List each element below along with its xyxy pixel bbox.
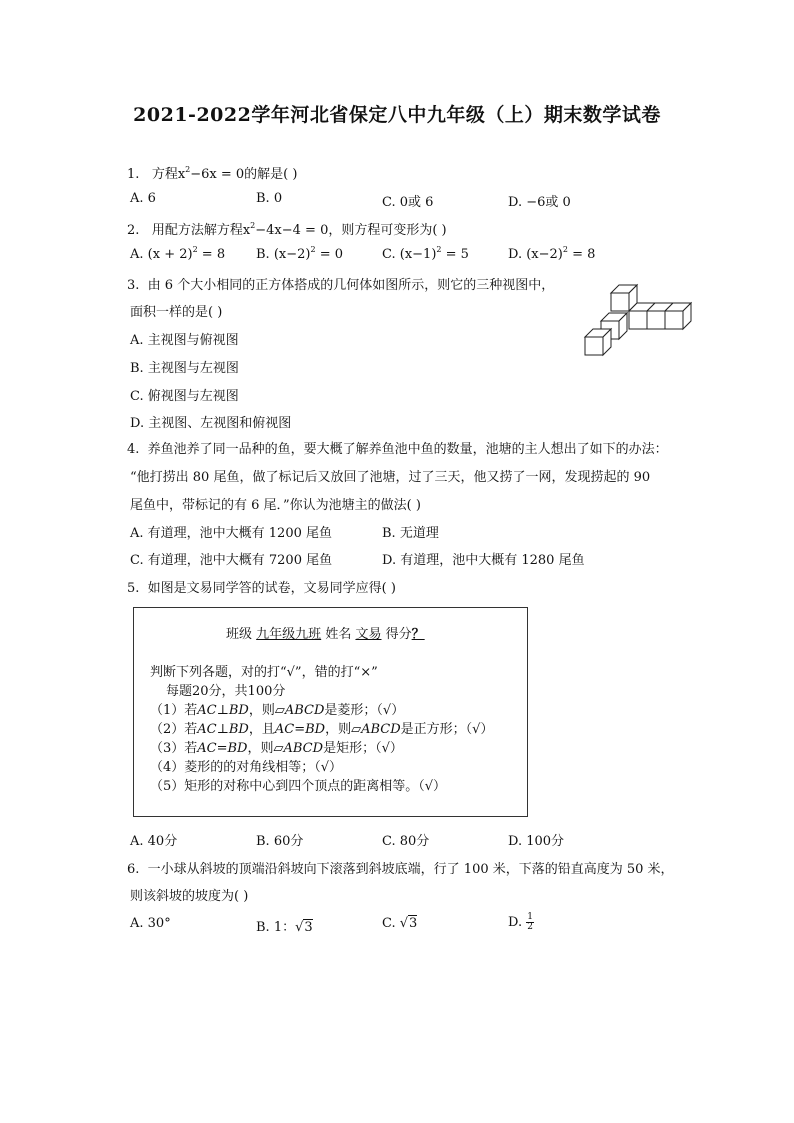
q2-stem-a: 用配方法解方程x xyxy=(151,223,251,238)
item-suffix: 是菱形；（√） xyxy=(324,703,405,718)
item-suffix: 是正方形；（√） xyxy=(400,722,494,737)
fraction-denominator: 2 xyxy=(527,922,533,932)
q2-option-a-rhs: = 8 xyxy=(197,247,226,262)
question-number: 6. xyxy=(127,862,140,877)
q2-option-c-base: C. (x−1) xyxy=(382,247,437,262)
item-mid: ，则▱ xyxy=(325,722,362,737)
answer-item-2 xyxy=(150,718,493,737)
perp-symbol: ⊥ xyxy=(216,703,229,718)
q4-option-c: C. 有道理，池中大概有 7200 尾鱼 xyxy=(130,553,333,568)
class-value: 九年级九班 xyxy=(256,627,322,642)
q1-stem-a: 方程x xyxy=(151,167,186,182)
item-prefix: （2）若 xyxy=(150,722,198,737)
q6-option-d xyxy=(508,913,534,932)
answer-sheet-header xyxy=(226,623,425,642)
item-prefix: （3）若 xyxy=(150,741,198,756)
name-value: 文易 xyxy=(355,627,382,642)
question-number: 2. xyxy=(127,223,140,238)
q3-option-c: C. 俯视图与左视图 xyxy=(130,389,239,404)
question-2-stem xyxy=(127,219,447,238)
q4-option-a: A. 有道理，池中大概有 1200 尾鱼 xyxy=(130,526,333,541)
fraction xyxy=(526,913,534,932)
answer-item-5: （5）矩形的对称中心到四个顶点的距离相等。（√） xyxy=(150,779,447,794)
q6-option-c-radicand: 3 xyxy=(409,916,418,931)
q3-option-a: A. 主视图与俯视图 xyxy=(130,333,239,348)
q2-option-a xyxy=(130,247,225,262)
q3-stem-line2: 面积一样的是( ) xyxy=(130,305,223,320)
answer-item-1 xyxy=(150,699,404,718)
q2-option-b-rhs: = 0 xyxy=(315,247,343,262)
question-number: 5. xyxy=(127,581,140,596)
q2-option-c-rhs: = 5 xyxy=(441,247,469,262)
q2-option-c xyxy=(382,247,469,262)
answer-item-3 xyxy=(150,737,403,756)
cube-front-face xyxy=(629,311,647,329)
sqrt-symbol: √ xyxy=(295,920,304,935)
answer-item-4: （4）菱形的的对角线相等；（√） xyxy=(150,760,343,775)
q6-option-b xyxy=(256,916,313,935)
q2-option-b xyxy=(256,247,343,262)
q5-option-d: D. 100分 xyxy=(508,834,565,849)
cube-front-face xyxy=(665,311,683,329)
q6-stem-line1: 一小球从斜坡的顶端沿斜坡向下滚落到斜坡底端，行了 100 米，下落的铅直高度为 50 米， xyxy=(147,862,674,877)
cube-solid-figure xyxy=(582,280,692,362)
math-term: ABCD xyxy=(284,703,325,718)
q2-option-a-exp: 2 xyxy=(192,245,198,254)
q1-option-a: A. 6 xyxy=(130,191,156,206)
question-1-stem xyxy=(127,163,297,182)
perp-symbol: ⊥ xyxy=(216,722,229,737)
item-mid: ，且 xyxy=(248,722,275,737)
cube-front-face xyxy=(611,293,629,311)
q3-stem-line1: 由 6 个大小相同的正方体搭成的几何体如图所示，则它的三种视图中， xyxy=(147,278,555,293)
question-number: 1. xyxy=(127,167,140,182)
sqrt-symbol: √ xyxy=(399,916,409,931)
name-label: 姓名 xyxy=(325,627,352,642)
q6-stem-line2: 则该斜坡的坡度为( ) xyxy=(130,889,249,904)
q2-option-d-exp: 2 xyxy=(562,245,568,254)
q6-option-b-radicand: 3 xyxy=(304,920,313,935)
score-value: ？ xyxy=(411,627,425,642)
question-number: 4. xyxy=(127,442,140,457)
math-term: AC xyxy=(197,703,217,718)
q2-option-b-base: B. (x−2) xyxy=(256,247,311,262)
item-suffix: 是矩形；（√） xyxy=(323,741,403,756)
page-title: 2021-2022学年河北省保定八中九年级（上）期末数学试卷 xyxy=(133,104,661,126)
class-label: 班级 xyxy=(226,627,253,642)
q2-option-d-rhs: = 8 xyxy=(567,247,596,262)
q5-option-b: B. 60分 xyxy=(256,834,304,849)
q6-option-c-prefix: C. xyxy=(382,916,400,931)
q1-stem-b: −6x = 0的解是( ) xyxy=(190,167,298,182)
question-6-stem xyxy=(127,858,674,877)
item-prefix: （1）若 xyxy=(150,703,198,718)
q3-option-d: D. 主视图、左视图和俯视图 xyxy=(130,416,292,431)
q2-option-b-exp: 2 xyxy=(310,245,316,254)
q2-exponent: 2 xyxy=(250,221,256,230)
q6-option-d-prefix: D. xyxy=(508,915,527,930)
math-term: AC=BD xyxy=(197,741,248,756)
answer-sheet-figure xyxy=(133,607,528,817)
q2-option-d-base: D. (x−2) xyxy=(508,247,563,262)
q4-stem-line2: “他打捞出 80 尾鱼，做了标记后又放回了池塘，过了三天，他又捞了一网，发现捞起的 90 xyxy=(130,470,651,485)
answer-sheet-points: 每题20分，共100分 xyxy=(166,684,286,699)
q5-stem: 如图是文易同学答的试卷，文易同学应得( ) xyxy=(147,581,396,596)
cube-front-face xyxy=(647,311,665,329)
item-mid: ，则▱ xyxy=(247,741,284,756)
math-term: AC=BD xyxy=(274,722,326,737)
q1-option-c: C. 0或 6 xyxy=(382,195,434,210)
q1-option-d: D. −6或 0 xyxy=(508,195,571,210)
question-3-stem xyxy=(127,274,554,293)
math-term: AC xyxy=(197,722,217,737)
q4-stem-line1: 养鱼池养了同一品种的鱼，要大概了解养鱼池中鱼的数量，池塘的主人想出了如下的办法： xyxy=(147,442,668,457)
cube-front-face xyxy=(585,337,603,355)
q2-option-d xyxy=(508,247,595,262)
q6-option-a: A. 30° xyxy=(130,916,171,931)
q2-option-a-base: A. (x + 2) xyxy=(130,247,193,262)
question-5-stem xyxy=(127,577,396,596)
math-term: ABCD xyxy=(283,741,324,756)
q4-option-d: D. 有道理，池中大概有 1280 尾鱼 xyxy=(382,553,585,568)
q5-option-a: A. 40分 xyxy=(130,834,178,849)
q4-stem-line3: 尾鱼中，带标记的有 6 尾．”你认为池塘主的做法( ) xyxy=(130,498,421,513)
q2-stem-b: −4x−4 = 0，则方程可变形为( ) xyxy=(255,223,447,238)
q2-option-c-exp: 2 xyxy=(436,245,442,254)
q1-option-b: B. 0 xyxy=(256,191,283,206)
math-term: ABCD xyxy=(361,722,401,737)
q3-option-b: B. 主视图与左视图 xyxy=(130,361,239,376)
question-4-stem xyxy=(127,438,668,457)
item-mid: ，则▱ xyxy=(248,703,285,718)
math-term: BD xyxy=(228,703,249,718)
q6-option-b-prefix: B. 1： xyxy=(256,920,296,935)
q6-option-c xyxy=(382,916,417,931)
score-label: 得分 xyxy=(385,627,412,642)
q5-option-c: C. 80分 xyxy=(382,834,430,849)
fraction-numerator: 1 xyxy=(527,912,533,922)
answer-sheet-instructions: 判断下列各题，对的打“√”，错的打“×” xyxy=(150,665,378,680)
q1-exponent: 2 xyxy=(185,165,191,174)
question-number: 3. xyxy=(127,278,140,293)
math-term: BD xyxy=(228,722,249,737)
q4-option-b: B. 无道理 xyxy=(382,526,439,541)
